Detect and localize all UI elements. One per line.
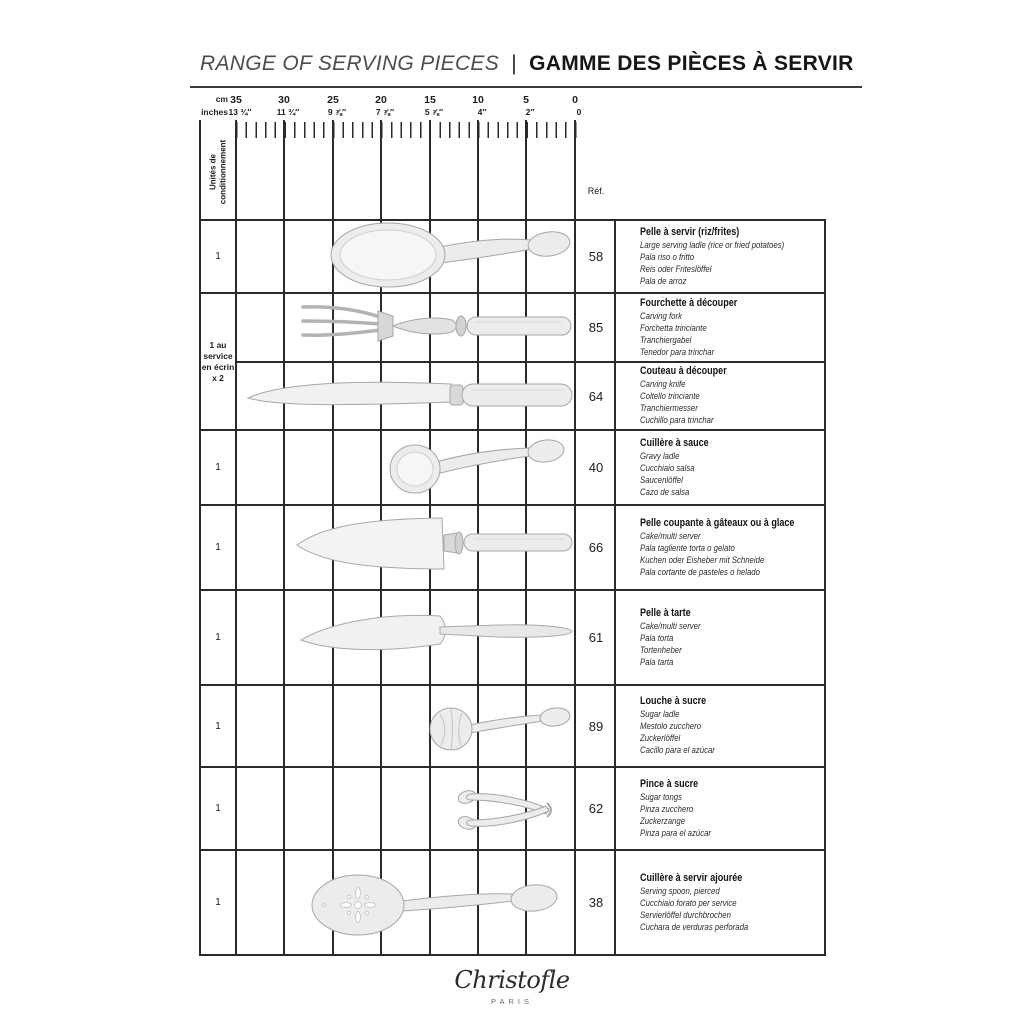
- item-title: Couteau à découper: [640, 365, 727, 377]
- page-title: [200, 52, 854, 76]
- gravy-ladle-image: [388, 434, 572, 496]
- ref-column-header: Réf.: [587, 186, 605, 196]
- item-title: Louche à sucre: [640, 695, 707, 707]
- item-name-en: Cake/multi server: [640, 530, 701, 542]
- sugar-ladle-image: [428, 700, 574, 756]
- item-name-it: Pala torta: [640, 632, 674, 644]
- unit-column-header: Unités de conditionnement: [208, 139, 227, 205]
- ref-cell: 66: [588, 540, 604, 555]
- page-title-english: RANGE OF SERVING PIECES: [200, 52, 500, 75]
- ruler-inch-tick-label: 4″: [477, 107, 487, 117]
- item-name-en: Sugar tongs: [640, 791, 683, 803]
- sugar-tongs-image: [456, 786, 556, 834]
- ruler-inch-tick-label: 7 ⅞″: [375, 107, 395, 117]
- item-name-it: Pala riso o fritto: [640, 251, 695, 263]
- title-underline: [190, 86, 862, 88]
- qty-cell: 1: [215, 720, 221, 732]
- item-name-it: Mestolo zucchero: [640, 721, 702, 732]
- item-name-es: Cuchara de verduras perforada: [640, 921, 749, 933]
- description-cell: [640, 767, 837, 850]
- item-name-en: Cake/multi server: [640, 620, 701, 632]
- carving-knife-image: [246, 372, 574, 418]
- item-title: Pince à sucre: [640, 777, 699, 790]
- ruler-cm-tick-label: 25: [327, 94, 339, 106]
- item-name-it: Cucchiaio forato per service: [640, 897, 737, 909]
- item-name-de: Zuckerlöffel: [640, 733, 681, 744]
- ruler-inches-caption: inches: [201, 107, 228, 117]
- ref-cell: 64: [588, 388, 604, 404]
- brand-logo: Christofle: [454, 966, 570, 994]
- ruler-cm-tick-label: 30: [278, 94, 290, 106]
- item-name-es: Pala tarta: [640, 656, 674, 668]
- item-name-es: Cuchillo para trinchar: [640, 415, 714, 426]
- qty-cell-merged: 1 au service en écrin x 2: [201, 339, 235, 383]
- item-title: Pelle à servir (riz/frites): [640, 225, 740, 238]
- item-name-de: Servierlöffel durchbrochen: [640, 909, 731, 921]
- cake-multi-server-image: [294, 514, 574, 576]
- description-cell: [640, 220, 837, 293]
- ruler-inch-tick-label: 9 ⅞″: [327, 107, 347, 117]
- item-name-en: Sugar ladle: [640, 709, 680, 720]
- ruler-cm-tick-label: 5: [523, 94, 529, 106]
- item-title: Cuillère à servir ajourée: [640, 871, 743, 884]
- qty-cell: 1: [215, 462, 221, 473]
- item-name-it: Pinza zucchero: [640, 803, 694, 815]
- item-name-en: Large serving ladle (rice or fried potatoes): [640, 239, 785, 251]
- page-title-french: GAMME DES PIÈCES À SERVIR: [529, 52, 854, 75]
- pierced-serving-spoon-image: [310, 872, 574, 938]
- item-title: Fourchette à découper: [640, 296, 738, 309]
- description-cell: [640, 850, 837, 955]
- item-name-en: Carving knife: [640, 379, 686, 390]
- qty-cell: 1: [215, 803, 221, 814]
- item-title: Cuillère à sauce: [640, 436, 709, 449]
- ref-cell: 38: [588, 895, 604, 910]
- item-name-es: Cazo de salsa: [640, 486, 690, 498]
- ruler-inch-tick-label: 5 ⅞″: [424, 107, 444, 117]
- ruler-cm-tick-label: 20: [375, 94, 387, 106]
- item-title: Pelle à tarte: [640, 606, 691, 619]
- item-name-de: Tranchiermesser: [640, 403, 698, 414]
- item-name-de: Tortenheber: [640, 644, 682, 656]
- item-name-it: Forchetta trinciante: [640, 322, 707, 334]
- qty-cell: 1: [215, 251, 221, 262]
- item-name-it: Cucchiaio salsa: [640, 462, 695, 474]
- item-name-de: Kuchen oder Eisheber mit Schneide: [640, 554, 765, 566]
- description-cell: [640, 590, 837, 685]
- gridline-vertical: [574, 120, 576, 956]
- ruler-cm-tick-label: 10: [472, 94, 484, 106]
- ruler-cm-tick-label: 15: [424, 94, 436, 106]
- gridline-vertical: [283, 120, 285, 956]
- item-name-es: Pala de arroz: [640, 275, 687, 287]
- ref-cell: 58: [588, 249, 604, 264]
- description-cell: [640, 685, 837, 767]
- qty-cell: 1: [215, 897, 221, 908]
- ruler-inch-tick-label: 0: [576, 107, 582, 117]
- item-name-de: Saucenlöffel: [640, 474, 683, 486]
- item-name-es: Pala cortante de pasteles o helado: [640, 566, 760, 578]
- ruler-inch-tick-label: 2″: [525, 107, 535, 117]
- item-name-en: Gravy ladle: [640, 450, 680, 462]
- item-name-de: Zuckerzange: [640, 815, 686, 827]
- ref-cell: 85: [588, 320, 604, 335]
- item-name-en: Serving spoon, pierced: [640, 885, 720, 897]
- pie-server-image: [298, 604, 574, 670]
- ruler-inch-tick-label: 13 ¾″: [228, 107, 252, 117]
- item-name-es: Pinza para el azúcar: [640, 827, 712, 839]
- page-title-separator: |: [511, 52, 517, 75]
- description-cell: [640, 362, 837, 430]
- description-cell: [640, 293, 837, 362]
- ruler-cm-tick-label: 35: [230, 94, 242, 106]
- ruler-inch-tick-label: 11 ¾″: [276, 107, 300, 117]
- qty-cell: 1: [215, 632, 221, 643]
- ruler-cm-tick-label: 0: [572, 94, 578, 106]
- large-serving-ladle-image: [330, 222, 574, 288]
- carving-fork-image: [300, 300, 574, 354]
- item-title: Pelle coupante à gâteaux ou à glace: [640, 516, 795, 529]
- brand-city: PARIS: [491, 997, 533, 1006]
- ref-cell: 89: [588, 718, 604, 734]
- item-name-es: Cacillo para el azúcar: [640, 745, 715, 756]
- item-name-de: Reis oder Friteslöffel: [640, 263, 712, 275]
- item-name-en: Carving fork: [640, 310, 682, 322]
- ref-cell: 61: [588, 630, 604, 645]
- ref-cell: 62: [588, 801, 604, 816]
- description-cell: [640, 430, 837, 505]
- qty-cell: 1: [215, 542, 221, 553]
- item-name-de: Tranchiergabel: [640, 334, 692, 346]
- item-name-it: Pala tagliente torta o gelato: [640, 542, 735, 554]
- description-cell: [640, 505, 837, 590]
- ruler-cm-caption: cm: [215, 94, 228, 104]
- item-name-it: Coltello trinciante: [640, 391, 700, 402]
- ref-cell: 40: [588, 460, 604, 475]
- item-name-es: Tenedor para trinchar: [640, 346, 715, 358]
